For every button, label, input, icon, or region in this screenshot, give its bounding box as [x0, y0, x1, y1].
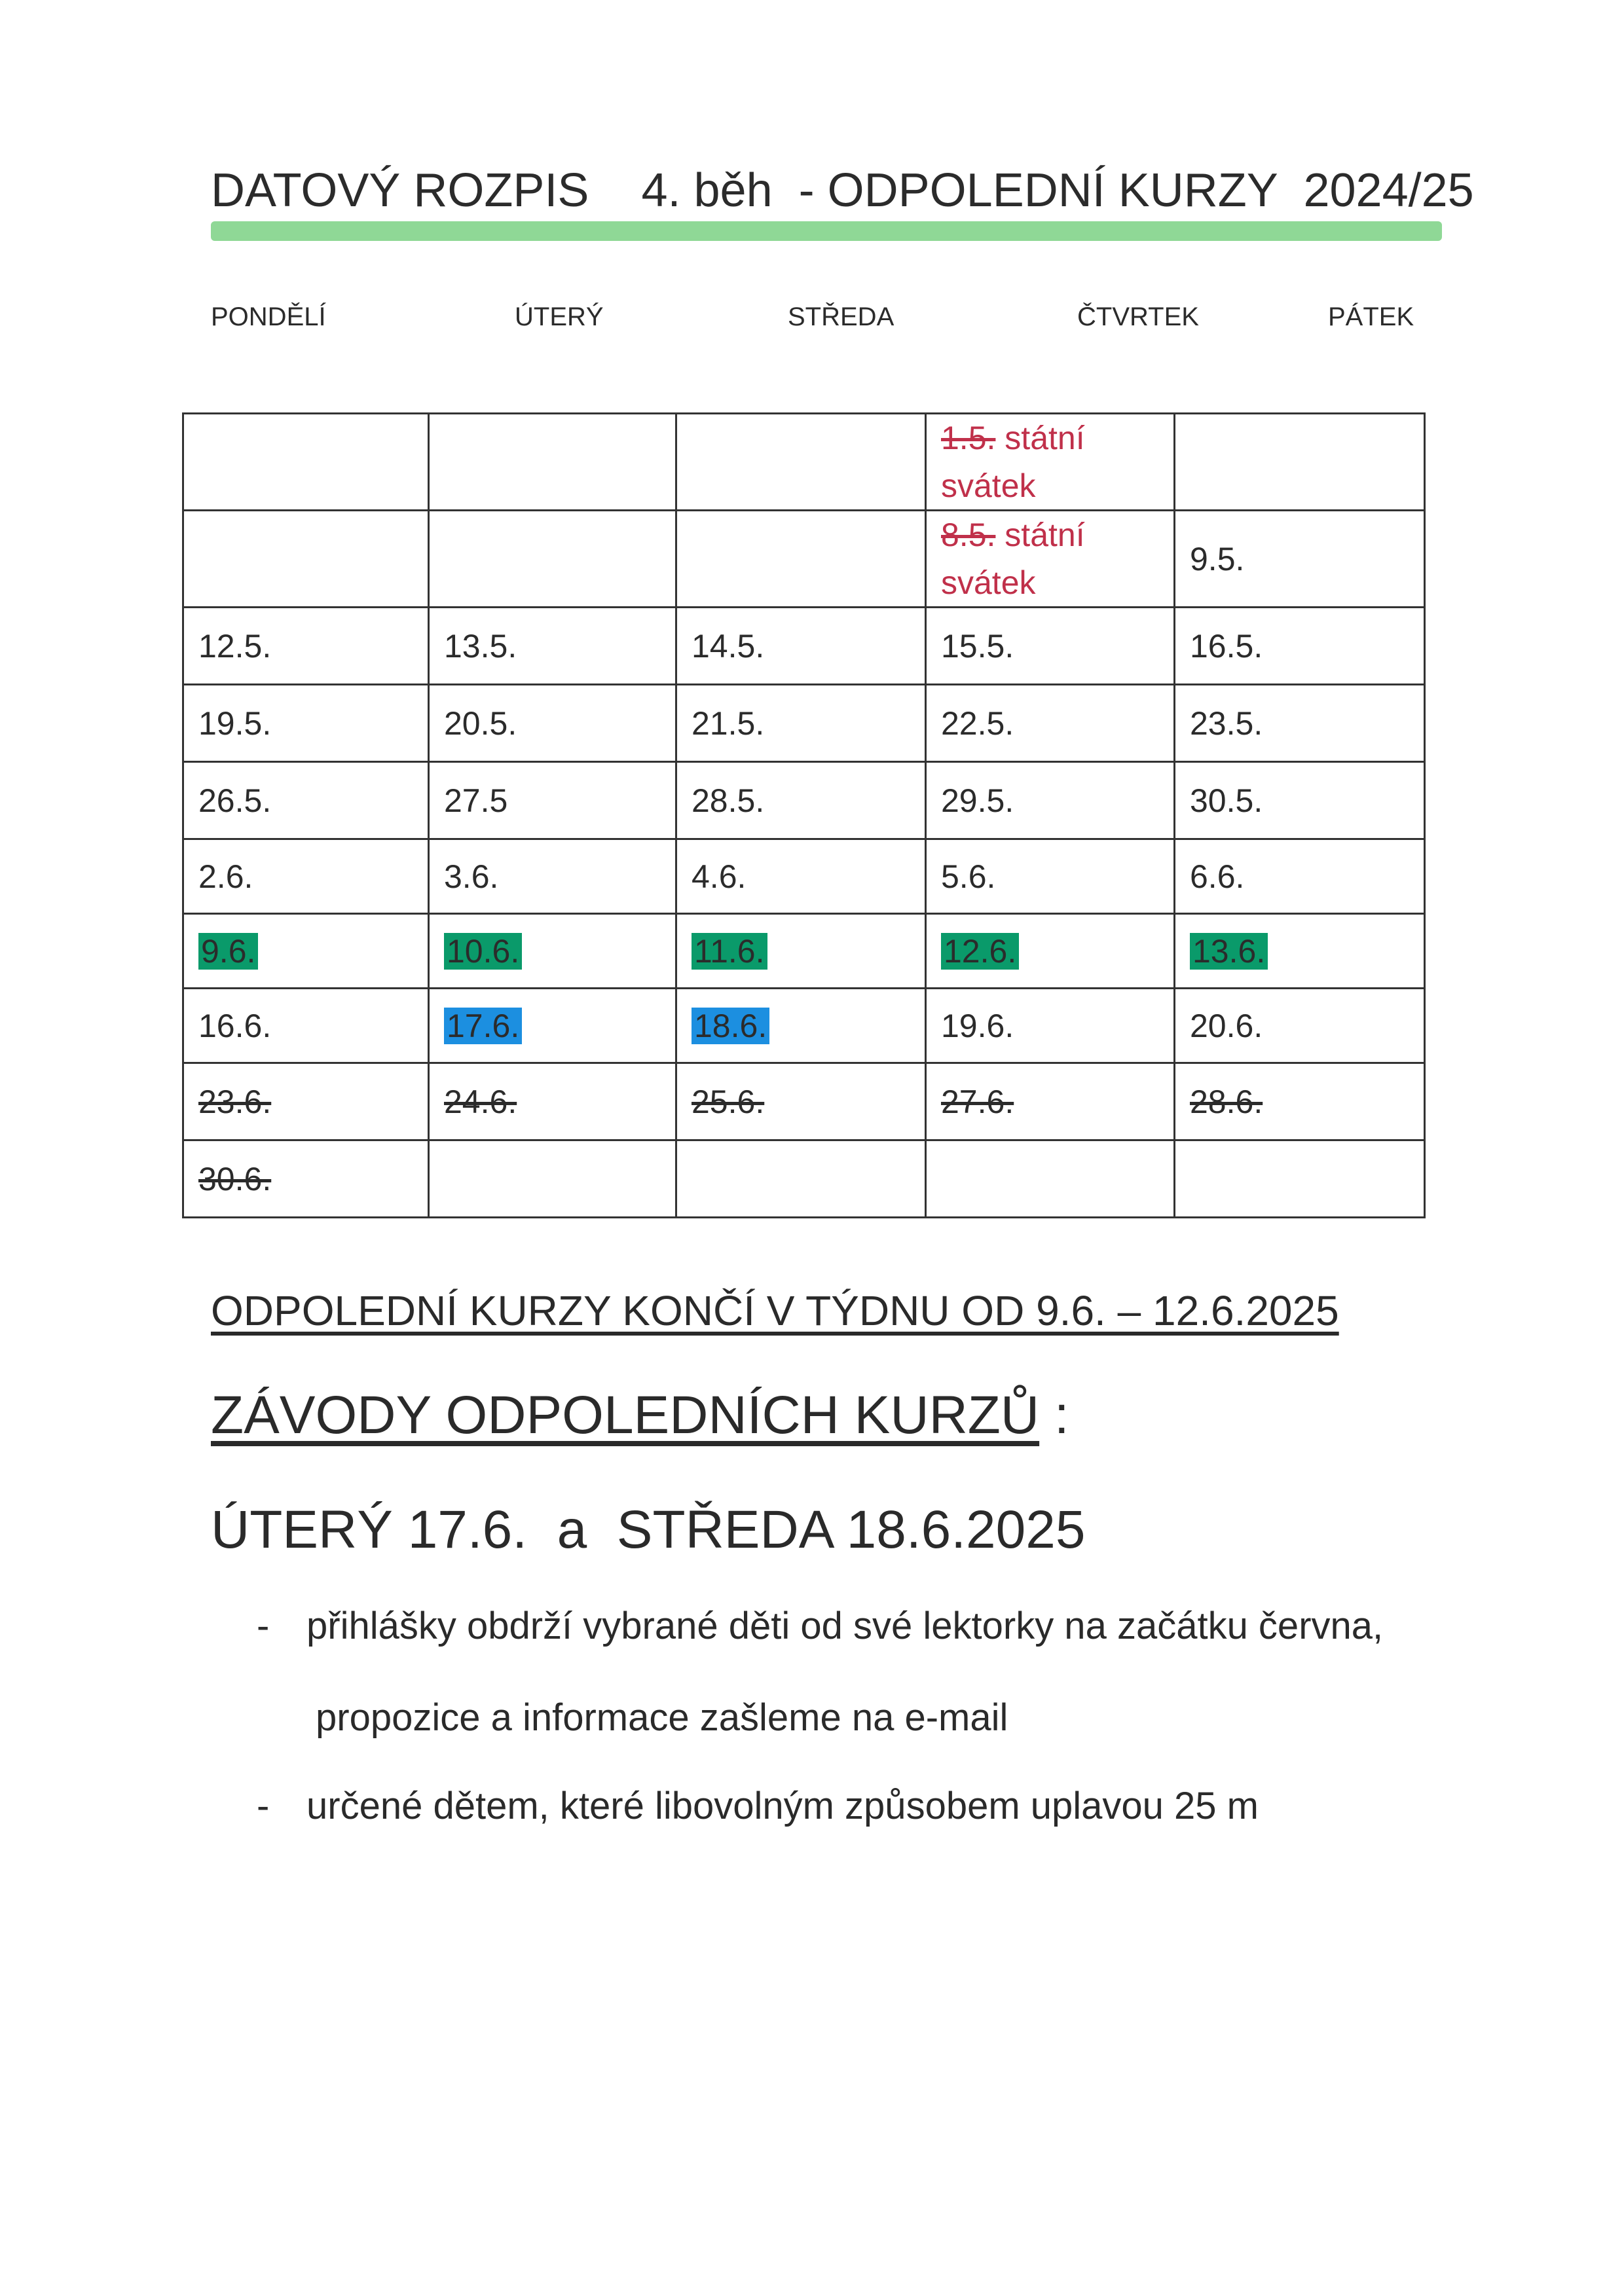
cell-date-cancelled: [676, 1063, 926, 1140]
cell-date: 20.5.: [429, 685, 676, 762]
cell-date: 5.6.: [926, 839, 1175, 914]
cell-date-highlighted: [676, 914, 926, 989]
cell-date: 14.5.: [676, 608, 926, 685]
last-week-date: 11.6.: [692, 933, 767, 970]
cell-date-highlighted: [1175, 914, 1425, 989]
cell-empty: [183, 511, 429, 608]
cell-date-highlighted: [429, 989, 676, 1063]
holiday-date: 1.5.: [941, 420, 996, 456]
table-row: [183, 1063, 1425, 1140]
cancelled-date: 23.6.: [198, 1083, 272, 1120]
table-row: [183, 1140, 1425, 1218]
table-row: [183, 989, 1425, 1063]
cell-empty: [429, 414, 676, 511]
race-date: 17.6.: [444, 1008, 522, 1044]
cell-date: 22.5.: [926, 685, 1175, 762]
holiday-date: 8.5.: [941, 517, 996, 553]
title-highlight: [211, 221, 1442, 241]
cell-date: 19.6.: [926, 989, 1175, 1063]
cell-date: 9.5.: [1175, 511, 1425, 608]
title-block: [211, 164, 1474, 217]
holiday-label: státní svátek: [941, 517, 1085, 601]
cell-date-highlighted: [183, 914, 429, 989]
table-row: [183, 685, 1425, 762]
cell-date: 20.6.: [1175, 989, 1425, 1063]
cell-date-highlighted: [676, 989, 926, 1063]
races-dates: ÚTERÝ 17.6. a STŘEDA 18.6.2025: [211, 1500, 1086, 1559]
cancelled-date: 28.6.: [1190, 1083, 1263, 1120]
weekday-headers: [0, 302, 1624, 342]
cell-empty: [1175, 414, 1425, 511]
holiday-note: [941, 414, 1173, 509]
cell-date-cancelled: [926, 1063, 1175, 1140]
last-week-date: 9.6.: [198, 933, 258, 970]
header-tuesday: ÚTERÝ: [515, 302, 604, 331]
table-row: [183, 511, 1425, 608]
cell-date: 3.6.: [429, 839, 676, 914]
cell-date: 28.5.: [676, 762, 926, 839]
cell-date: 26.5.: [183, 762, 429, 839]
cell-date-cancelled: [183, 1063, 429, 1140]
last-week-date: 10.6.: [444, 933, 522, 970]
cell-date: 2.6.: [183, 839, 429, 914]
cell-empty: [676, 1140, 926, 1218]
bullet-dash: -: [257, 1785, 270, 1827]
header-wednesday: STŘEDA: [788, 302, 895, 331]
cell-date-cancelled: [1175, 1063, 1425, 1140]
cell-empty: [926, 1140, 1175, 1218]
cell-date-highlighted: [926, 914, 1175, 989]
bullet-line: přihlášky obdrží vybrané děti od své lektorky na začátku června,: [306, 1605, 1384, 1647]
table-row: [183, 608, 1425, 685]
bullet-line: určené dětem, které libovolným způsobem uplavou 25 m: [306, 1785, 1259, 1827]
holiday-label: státní svátek: [941, 420, 1085, 504]
cell-empty: [676, 414, 926, 511]
cell-date-highlighted: [429, 914, 676, 989]
cell-date: 19.5.: [183, 685, 429, 762]
page-title: DATOVÝ ROZPIS 4. běh - ODPOLEDNÍ KURZY 2024/25: [211, 164, 1474, 217]
cell-date: 27.5: [429, 762, 676, 839]
cancelled-date: 25.6.: [692, 1083, 765, 1120]
cell-date: 30.5.: [1175, 762, 1425, 839]
cell-empty: [429, 511, 676, 608]
cancelled-date: 24.6.: [444, 1083, 517, 1120]
cell-date: 23.5.: [1175, 685, 1425, 762]
bullet-line: propozice a informace zašleme na e-mail: [316, 1696, 1008, 1739]
header-friday: PÁTEK: [1328, 302, 1414, 331]
bullet-dash: -: [257, 1605, 270, 1647]
race-date: 18.6.: [692, 1008, 769, 1044]
header-monday: PONDĚLÍ: [211, 302, 326, 331]
races-heading-text: ZÁVODY ODPOLEDNÍCH KURZŮ: [211, 1385, 1040, 1445]
table-row: [183, 914, 1425, 989]
cell-empty: [1175, 1140, 1425, 1218]
cell-date: 16.6.: [183, 989, 429, 1063]
cell-date: 12.5.: [183, 608, 429, 685]
cancelled-date: 30.6.: [198, 1160, 272, 1197]
cell-date: 4.6.: [676, 839, 926, 914]
cell-date: 15.5.: [926, 608, 1175, 685]
cell-date-cancelled: [429, 1063, 676, 1140]
table-row: [183, 762, 1425, 839]
cell-empty: [429, 1140, 676, 1218]
cell-empty: [676, 511, 926, 608]
races-heading-colon: :: [1039, 1385, 1069, 1445]
cell-empty: [183, 414, 429, 511]
holiday-note: [941, 511, 1173, 606]
last-week-date: 12.6.: [941, 933, 1019, 970]
cancelled-date: 27.6.: [941, 1083, 1014, 1120]
calendar-table: [182, 412, 1426, 1218]
cell-date: 21.5.: [676, 685, 926, 762]
cell-date-cancelled: [183, 1140, 429, 1218]
cell-holiday: [926, 511, 1175, 608]
table-row: [183, 839, 1425, 914]
header-thursday: ČTVRTEK: [1077, 302, 1199, 331]
races-heading: [211, 1385, 1069, 1446]
cell-holiday: [926, 414, 1175, 511]
table-row: [183, 414, 1425, 511]
cell-date: 6.6.: [1175, 839, 1425, 914]
end-week-note: ODPOLEDNÍ KURZY KONČÍ V TÝDNU OD 9.6. – 12.6.2025: [211, 1287, 1339, 1334]
cell-date: 29.5.: [926, 762, 1175, 839]
cell-date: 16.5.: [1175, 608, 1425, 685]
last-week-date: 13.6.: [1190, 933, 1268, 970]
cell-date: 13.5.: [429, 608, 676, 685]
